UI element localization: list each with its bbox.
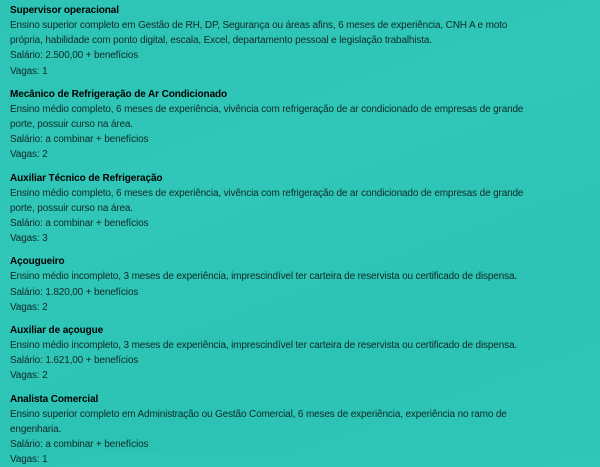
- job-description: Ensino superior completo em Gestão de RH, DP, Segurança ou áreas afins, 6 meses de experiência, CNH A e moto própria, habilidade com ponto digital, escala, Excel, departamento pessoal e legislação trabalhista.: [10, 20, 508, 47]
- job-title: Auxiliar de açougue: [10, 325, 104, 337]
- job-salary: Salário: a combinar + benefícios: [10, 134, 149, 146]
- job-salary: Salário: a combinar + benefícios: [10, 218, 149, 230]
- job-title: Açougueiro: [10, 256, 65, 268]
- job-salary: Salário: 1.621,00 + benefícios: [10, 355, 139, 367]
- job-description: Ensino médio incompleto, 3 meses de experiência, imprescindível ter carteira de reservista ou certificado de dispensa.: [10, 340, 518, 352]
- job-vacancies: Vagas: 1: [10, 65, 48, 77]
- job-description: Ensino médio completo, 6 meses de experiência, vivência com refrigeração de ar condicionado de empresas de grande porte, possuir curso na área.: [10, 103, 524, 131]
- job-listing-auxiliar-acougue: [10, 323, 590, 384]
- job-title: Auxiliar Técnico de Refrigeração: [10, 172, 163, 184]
- job-listing-auxiliar-tecnico-refrigeracao: [10, 171, 590, 247]
- job-listing-analista-comercial: [10, 392, 590, 467]
- job-salary: Salário: 2.500,00 + benefícios: [10, 50, 139, 62]
- job-salary: Salário: 1.820,00 + benefícios: [10, 286, 139, 298]
- job-vacancies: Vagas: 1: [10, 454, 48, 466]
- job-vacancies: Vagas: 2: [10, 301, 48, 313]
- job-description: Ensino médio incompleto, 3 meses de experiência, imprescindível ter carteira de reservista ou certificado de dispensa.: [10, 271, 518, 283]
- job-vacancies: Vagas: 3: [10, 233, 48, 245]
- job-vacancies: Vagas: 2: [10, 370, 48, 382]
- job-salary: Salário: a combinar + benefícios: [10, 439, 149, 451]
- job-description: Ensino superior completo em Administração ou Gestão Comercial, 6 meses de experiência, experiência no ramo de engenharia.: [10, 408, 507, 435]
- job-listing-mecanico-refrigeracao: [10, 87, 590, 163]
- job-title: Mecânico de Refrigeração de Ar Condicionado: [10, 88, 228, 100]
- job-listing-acougueiro: [10, 254, 590, 315]
- job-title: Supervisor operacional: [10, 5, 119, 16]
- job-description: Ensino médio completo, 6 meses de experiência, vivência com refrigeração de ar condicionado de empresas de grande porte, possuir curso na área.: [10, 187, 524, 214]
- job-listing-supervisor-operacional: [10, 3, 590, 79]
- job-vacancies: Vagas: 2: [10, 149, 48, 161]
- job-title: Analista Comercial: [10, 393, 99, 405]
